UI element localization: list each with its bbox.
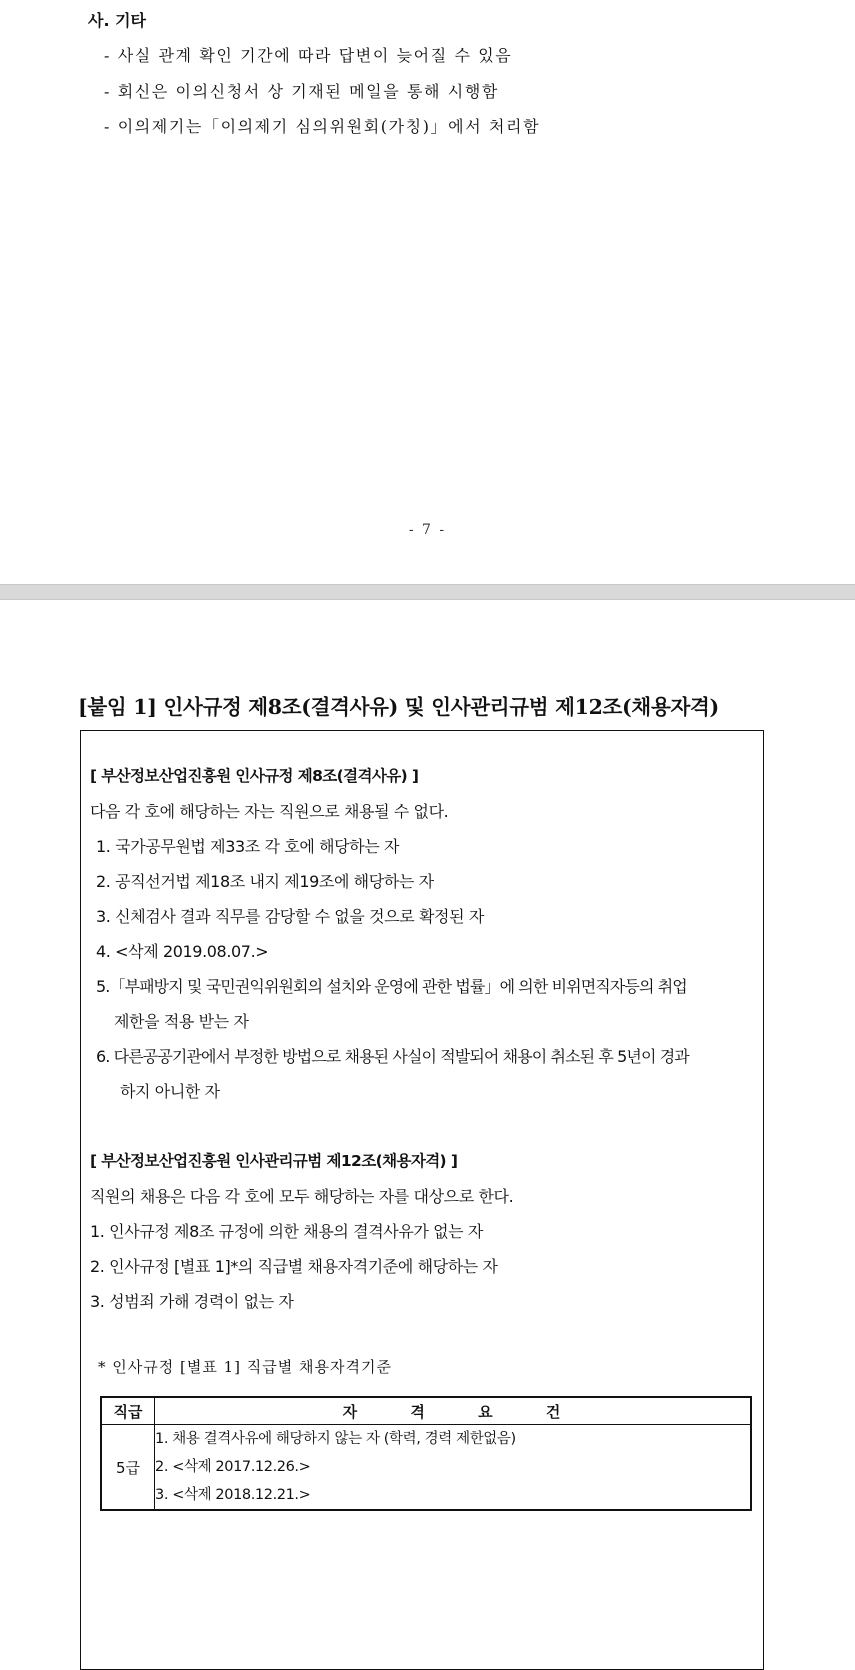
attachment-title: [붙임 1] 인사규정 제8조(결격사유) 및 인사관리규범 제12조(채용자격) xyxy=(78,695,719,719)
section1-item-continuation: 하지 아니한 자 xyxy=(120,1082,220,1101)
section2-item: 1. 인사규정 제8조 규정에 의한 채용의 결격사유가 없는 자 xyxy=(90,1222,483,1241)
bullet-item: - 사실 관계 확인 기간에 따라 답변이 늦어질 수 있음 xyxy=(104,46,513,65)
requirements-cell xyxy=(155,1425,752,1511)
requirement-line: 2. <삭제 2017.12.26.> xyxy=(155,1459,311,1475)
grade-requirements-table xyxy=(100,1396,752,1511)
table-header-row xyxy=(101,1397,751,1425)
section2-heading: [ 부산정보산업진흥원 인사관리규범 제12조(채용자격) ] xyxy=(90,1152,458,1170)
document-page-7 xyxy=(0,0,855,584)
page-divider xyxy=(0,584,855,600)
header-char: 격 xyxy=(410,1402,427,1421)
page-number: - 7 - xyxy=(408,522,447,538)
header-char: 요 xyxy=(478,1402,495,1421)
section1-item-continuation: 제한을 적용 받는 자 xyxy=(114,1012,249,1031)
section2-item: 3. 성범죄 가해 경력이 없는 자 xyxy=(90,1292,294,1311)
grade-column-header: 직급 xyxy=(101,1397,155,1425)
requirement-line: 1. 채용 결격사유에 해당하지 않는 자 (학력, 경력 제한없음) xyxy=(155,1431,516,1447)
section1-item: 3. 신체검사 결과 직무를 감당할 수 없을 것으로 확정된 자 xyxy=(96,907,484,926)
section1-heading: [ 부산정보산업진흥원 인사규정 제8조(결격사유) ] xyxy=(90,767,419,785)
header-char: 건 xyxy=(545,1402,563,1421)
table-row xyxy=(101,1425,751,1511)
section1-item: 5.「부패방지 및 국민권익위원회의 설치와 운영에 관한 법률」에 의한 비위면직자등의 취업 xyxy=(96,977,687,996)
header-char: 자 xyxy=(342,1402,360,1421)
section1-item: 6. 다른공공기관에서 부정한 방법으로 채용된 사실이 적발되어 채용이 취소된 후 5년이 경과 xyxy=(96,1047,689,1066)
section2-item: 2. 인사규정 [별표 1]*의 직급별 채용자격기준에 해당하는 자 xyxy=(90,1257,498,1276)
bullet-item: - 이의제기는「이의제기 심의위원회(가칭)」에서 처리함 xyxy=(104,117,541,136)
requirement-line: 3. <삭제 2018.12.21.> xyxy=(155,1487,311,1503)
section2-intro: 직원의 채용은 다음 각 호에 모두 해당하는 자를 대상으로 한다. xyxy=(90,1187,514,1206)
requirement-column-header xyxy=(155,1397,752,1425)
grade-cell: 5급 xyxy=(101,1425,155,1511)
bullet-item: - 회신은 이의신청서 상 기재된 메일을 통해 시행함 xyxy=(104,82,499,101)
section1-item: 4. <삭제 2019.08.07.> xyxy=(96,942,269,961)
section-heading-etc: 사. 기타 xyxy=(88,11,147,30)
section1-item: 2. 공직선거법 제18조 내지 제19조에 해당하는 자 xyxy=(96,872,434,891)
table-note: * 인사규정 [별표 1] 직급별 채용자격기준 xyxy=(98,1358,392,1376)
section1-intro: 다음 각 호에 해당하는 자는 직원으로 채용될 수 없다. xyxy=(90,802,449,821)
section1-item: 1. 국가공무원법 제33조 각 호에 해당하는 자 xyxy=(96,837,400,856)
